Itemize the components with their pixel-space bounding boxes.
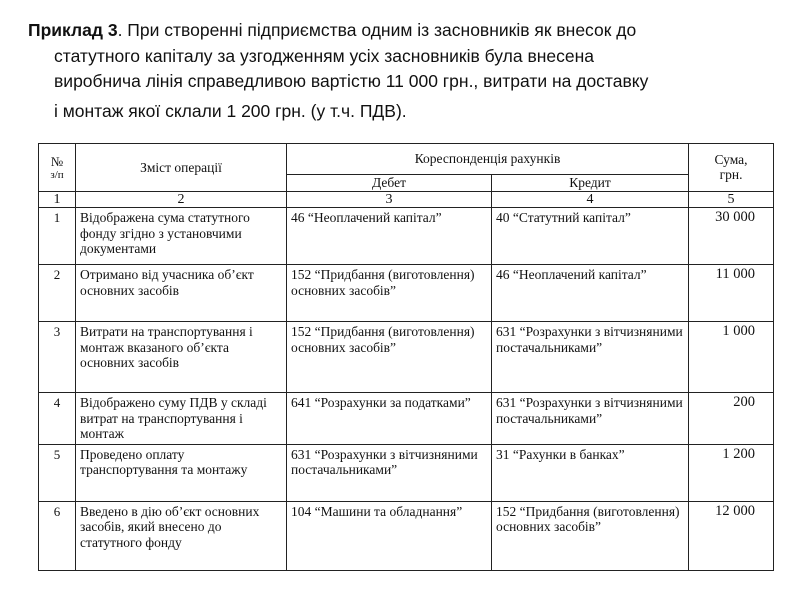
header-number-sign: №	[50, 153, 64, 169]
intro-line-2: статутного капіталу за узгодженням усіх засновників була внесена	[54, 45, 595, 66]
row-content: Проведено оплату транспортування та монтажу	[76, 444, 287, 501]
row-credit: 40 “Статутний капітал”	[492, 208, 689, 265]
row-debit: 152 “Придбання (виготовлення) основних засобів”	[287, 265, 492, 322]
header-credit: Кредит	[492, 175, 689, 192]
example-label: Приклад 3	[28, 20, 118, 40]
column-number: 5	[689, 191, 774, 208]
row-debit: 104 “Машини та обладнання”	[287, 501, 492, 570]
row-debit: 46 “Неоплачений капітал”	[287, 208, 492, 265]
header-amount	[689, 144, 774, 192]
row-credit: 631 “Розрахунки з вітчизняними постачальниками”	[492, 322, 689, 393]
row-amount: 12 000	[689, 501, 774, 570]
column-numbers-row	[39, 191, 774, 208]
table-row	[39, 208, 774, 265]
row-amount: 30 000	[689, 208, 774, 265]
row-amount: 1 200	[689, 444, 774, 501]
row-credit: 631 “Розрахунки з вітчизняними постачальниками”	[492, 393, 689, 445]
header-amount-label: Сума,	[714, 151, 748, 167]
row-credit: 31 “Рахунки в банках”	[492, 444, 689, 501]
intro-line-4: і монтаж якої склали 1 200 грн. (у т.ч. ПДВ).	[54, 100, 407, 121]
row-number: 2	[39, 265, 76, 322]
row-number: 6	[39, 501, 76, 570]
intro-line-3: виробнича лінія справедливою вартістю 11 000 грн., витрати на доставку	[54, 71, 649, 91]
table-row	[39, 265, 774, 322]
table-row	[39, 501, 774, 570]
column-number: 4	[492, 191, 689, 208]
row-number: 5	[39, 444, 76, 501]
header-debit: Дебет	[287, 175, 492, 192]
column-number: 2	[76, 191, 287, 208]
row-amount: 1 000	[689, 322, 774, 393]
header-number	[39, 144, 76, 192]
intro-line-1-text: . При створенні підприємства одним із засновників як внесок до	[117, 20, 637, 40]
row-amount: 11 000	[689, 265, 774, 322]
row-content: Введено в дію об’єкт основних засобів, який внесено до статутного фонду	[76, 501, 287, 570]
row-content: Отримано від учасника об’єкт основних засобів	[76, 265, 287, 322]
column-number: 1	[39, 191, 76, 208]
row-number: 1	[39, 208, 76, 265]
intro-line-1	[28, 18, 768, 44]
table-row	[39, 444, 774, 501]
row-amount: 200	[689, 393, 774, 445]
row-debit: 631 “Розрахунки з вітчизняними постачальниками”	[287, 444, 492, 501]
operations-table	[38, 143, 774, 571]
column-number: 3	[287, 191, 492, 208]
header-row	[39, 144, 774, 175]
row-debit: 152 “Придбання (виготовлення) основних засобів”	[287, 322, 492, 393]
header-number-sub: з/п	[50, 169, 64, 181]
row-credit: 46 “Неоплачений капітал”	[492, 265, 689, 322]
table-row	[39, 322, 774, 393]
row-content: Відображена сума статутного фонду згідно з установчими документами	[76, 208, 287, 265]
example-text	[28, 18, 768, 124]
row-debit: 641 “Розрахунки за податками”	[287, 393, 492, 445]
row-content: Відображено суму ПДВ у складі витрат на транспортування і монтаж	[76, 393, 287, 445]
row-number: 4	[39, 393, 76, 445]
table-row	[39, 393, 774, 445]
header-content: Зміст операції	[76, 144, 287, 192]
row-number: 3	[39, 322, 76, 393]
header-correspondence: Кореспонденція рахунків	[287, 144, 689, 175]
row-credit: 152 “Придбання (виготовлення) основних засобів”	[492, 501, 689, 570]
row-content: Витрати на транспортування і монтаж вказаного об’єкта основних засобів	[76, 322, 287, 393]
header-amount-unit: грн.	[719, 167, 743, 183]
